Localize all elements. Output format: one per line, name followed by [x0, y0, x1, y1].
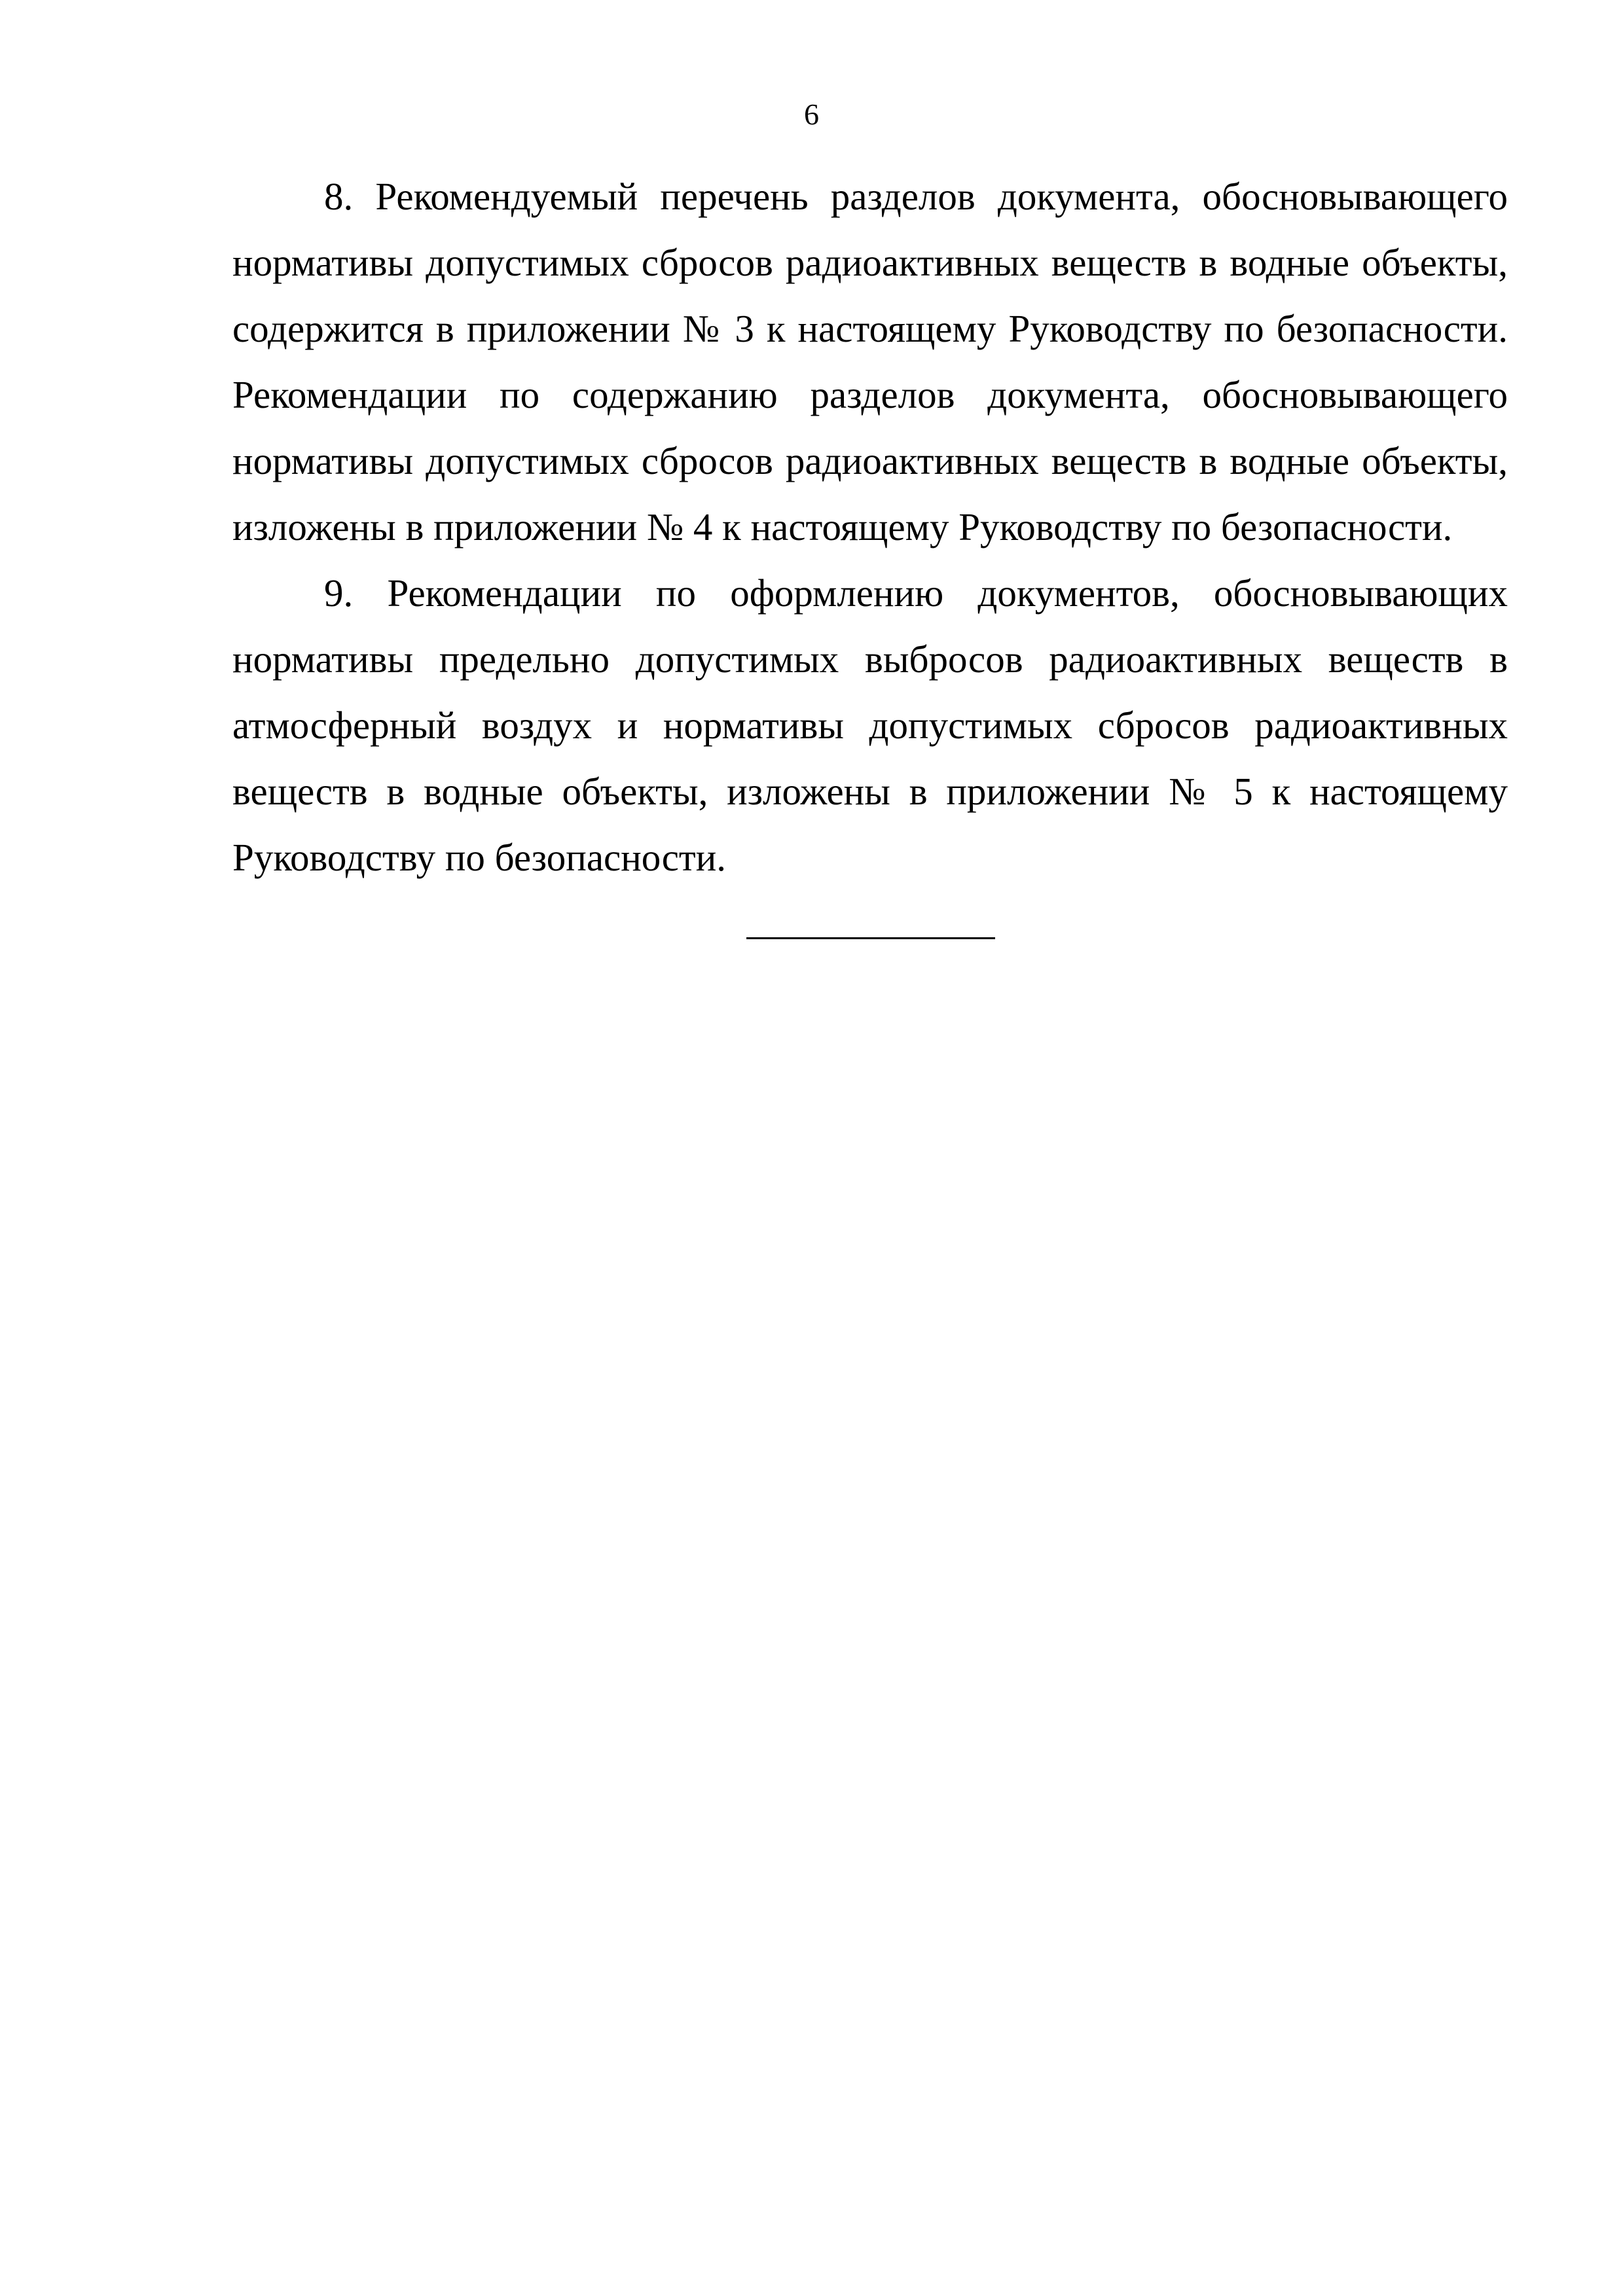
page-number: 6: [804, 98, 819, 131]
paragraph-9: 9. Рекомендации по оформлению документов, обосновывающих нормативы предельно допустимых выбросов радиоактивных веществ в атмосферный воздух и нормативы допустимых сбросов радиоактивных веществ в водные объекты, изложены в приложении № 5 к настоящему Руководству по безопасности.: [232, 571, 1508, 879]
document-body: [232, 164, 1508, 891]
end-separator-line: [746, 937, 995, 939]
paragraph-8: 8. Рекомендуемый перечень разделов документа, обосновывающего нормативы допустимых сбросов радиоактивных веществ в водные объекты, содержится в приложении № 3 к настоящему Руководству по безопасности. Рекомендации по содержанию разделов документа, обосновывающего нормативы допустимых сбросов радиоактивных веществ в водные объекты, изложены в приложении № 4 к настоящему Руководству по безопасности.: [232, 175, 1508, 548]
